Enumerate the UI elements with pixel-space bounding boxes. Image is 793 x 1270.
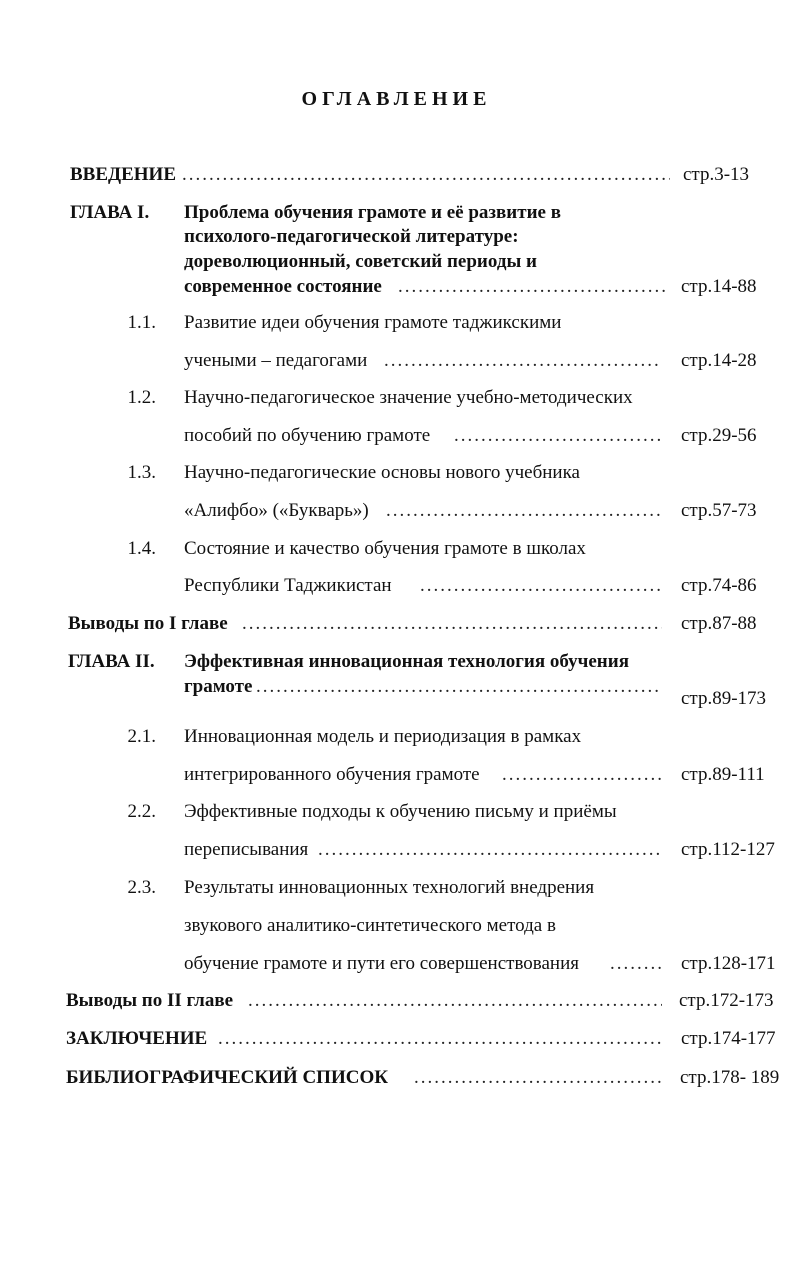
- page-number: стр.74-86: [681, 575, 757, 596]
- page-number: стр.172-173: [679, 990, 774, 1011]
- page-number: стр.87-88: [681, 613, 757, 634]
- section-title-line: интегрированного обучения грамоте: [184, 764, 480, 785]
- toc-entry-conclusions-1[interactable]: [0, 609, 793, 639]
- toc-entry-section-2-3-cont: [0, 911, 793, 941]
- chapter-title-line: дореволюционный, советский периоды и: [184, 251, 537, 272]
- toc-entry-section-1-3-cont: [0, 496, 793, 526]
- toc-entry-section-1-3[interactable]: [0, 458, 793, 488]
- chapter-title-line: психолого-педагогической литературе:: [184, 226, 519, 247]
- entry-title: Выводы по I главе: [68, 613, 228, 634]
- toc-entry-section-1-1-cont: [0, 346, 793, 376]
- toc-entry-chapter-1-cont: [0, 272, 793, 302]
- page-number: стр.112-127: [681, 839, 775, 860]
- toc-entry-bibliography[interactable]: [0, 1063, 793, 1093]
- section-title-line: переписывания: [184, 839, 309, 860]
- chapter-title-line: современное состояние: [184, 276, 382, 297]
- toc-entry-intro[interactable]: [0, 160, 793, 190]
- section-number: 1.4.: [127, 538, 156, 559]
- toc-entry-chapter-2-page: [0, 684, 793, 714]
- toc-entry-section-2-1[interactable]: [0, 722, 793, 752]
- entry-title: ВВЕДЕНИЕ: [70, 164, 176, 185]
- section-title-line: «Алифбо» («Букварь»): [184, 500, 369, 521]
- entry-title: БИБЛИОГРАФИЧЕСКИЙ СПИСОК: [66, 1067, 389, 1088]
- toc-entry-section-2-2-cont: [0, 835, 793, 865]
- dot-leader: [414, 1063, 662, 1093]
- page-number: стр.14-28: [681, 350, 757, 371]
- section-title-line: звукового аналитико-синтетического метода в: [184, 915, 556, 936]
- section-title-line: Научно-педагогическое значение учебно-методических: [184, 387, 633, 408]
- page-title: ОГЛАВЛЕНИЕ: [301, 88, 492, 110]
- section-number: 2.3.: [127, 877, 156, 898]
- toc-entry-section-1-4[interactable]: [0, 534, 793, 564]
- page-number: стр.57-73: [681, 500, 757, 521]
- chapter-title-line: грамоте: [184, 676, 253, 697]
- dot-leader: [386, 496, 660, 526]
- page-number: стр.128-171: [681, 953, 776, 974]
- section-number: 1.3.: [127, 462, 156, 483]
- toc-entry-conclusion[interactable]: [0, 1024, 793, 1054]
- dot-leader: [610, 949, 664, 979]
- chapter-label: ГЛАВА I.: [70, 202, 150, 223]
- section-title-line: Инновационная модель и периодизация в рамках: [184, 726, 582, 747]
- chapter-title-line: Проблема обучения грамоте и её развитие в: [184, 202, 561, 223]
- page-number: стр.174-177: [681, 1028, 776, 1049]
- section-number: 2.2.: [127, 801, 156, 822]
- toc-entry-section-1-4-cont: [0, 571, 793, 601]
- page-number: стр.14-88: [681, 276, 757, 297]
- toc-entry-section-2-3-cont: [0, 949, 793, 979]
- toc-entry-section-1-2[interactable]: [0, 383, 793, 413]
- dot-leader: [420, 571, 662, 601]
- dot-leader: [248, 986, 662, 1016]
- toc-entry-section-2-2[interactable]: [0, 797, 793, 827]
- section-title-line: пособий по обучению грамоте: [184, 425, 431, 446]
- toc-entry-section-2-1-cont: [0, 760, 793, 790]
- dot-leader: [454, 421, 662, 451]
- toc-entry-section-2-3[interactable]: [0, 873, 793, 903]
- section-title-line: Эффективные подходы к обучению письму и приёмы: [184, 801, 617, 822]
- entry-title: Выводы по II главе: [66, 990, 234, 1011]
- dot-leader: [502, 760, 662, 790]
- section-title-line: учеными – педагогами: [184, 350, 368, 371]
- section-title-line: Научно-педагогические основы нового учебника: [184, 462, 580, 483]
- dot-leader: [242, 609, 662, 639]
- page-number: стр.178- 189: [680, 1067, 780, 1088]
- section-number: 2.1.: [127, 726, 156, 747]
- chapter-label: ГЛАВА II.: [68, 651, 155, 672]
- section-title-line: обучение грамоте и пути его совершенствования: [184, 953, 580, 974]
- entry-title: ЗАКЛЮЧЕНИЕ: [66, 1028, 208, 1049]
- section-title-line: Республики Таджикистан: [184, 575, 392, 596]
- section-title-line: Развитие идеи обучения грамоте таджикскими: [184, 312, 562, 333]
- page-number: стр.89-173: [681, 688, 767, 709]
- toc-entry-conclusions-2[interactable]: [0, 986, 793, 1016]
- page-number: стр.3-13: [683, 164, 750, 185]
- section-title-line: Состояние и качество обучения грамоте в школах: [184, 538, 586, 559]
- dot-leader: [182, 160, 670, 190]
- dot-leader: [218, 1024, 662, 1054]
- page-number: стр.29-56: [681, 425, 757, 446]
- dot-leader: [318, 835, 662, 865]
- toc-entry-section-1-1[interactable]: [0, 308, 793, 338]
- section-title-line: Результаты инновационных технологий внедрения: [184, 877, 595, 898]
- chapter-title-line: Эффективная инновационная технология обучения: [184, 651, 629, 672]
- page-number: стр.89-111: [681, 764, 765, 785]
- dot-leader: [398, 272, 668, 302]
- toc-entry-section-1-2-cont: [0, 421, 793, 451]
- section-number: 1.2.: [127, 387, 156, 408]
- section-number: 1.1.: [127, 312, 156, 333]
- dot-leader: [384, 346, 660, 376]
